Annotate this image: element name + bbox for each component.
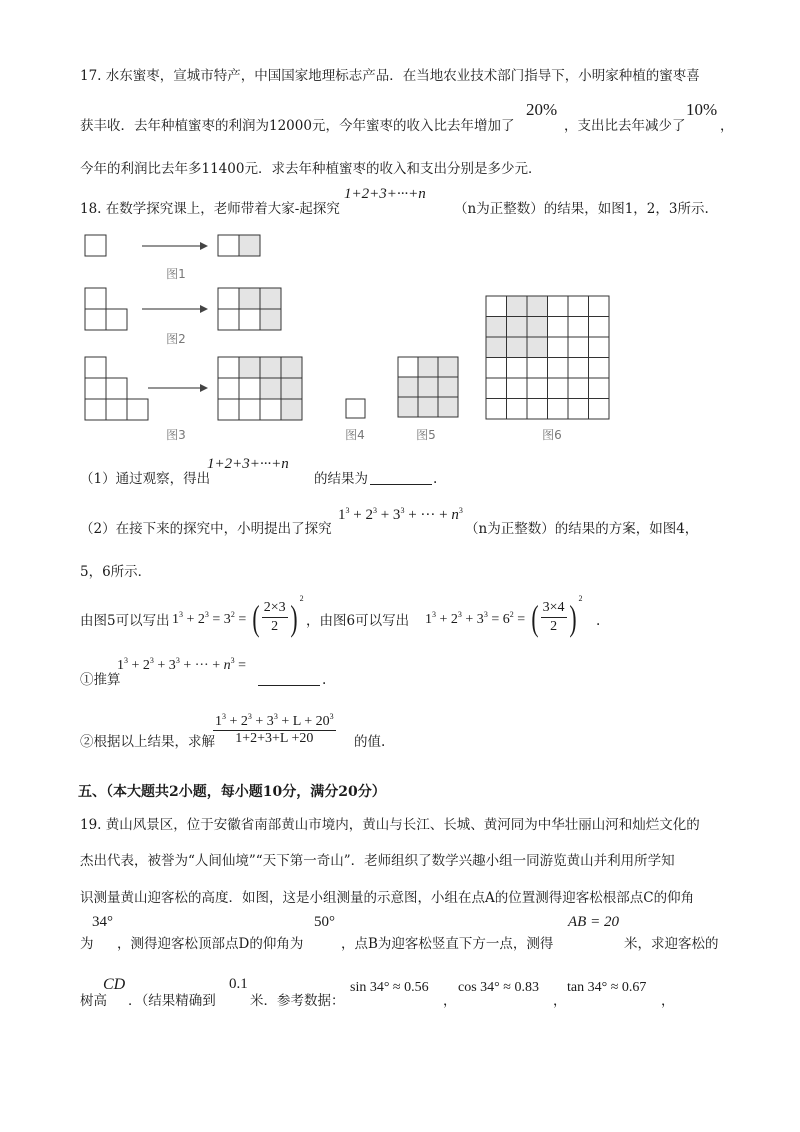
fig6-square — [486, 337, 507, 358]
fig3-result-square — [260, 357, 281, 378]
fig2-square — [85, 309, 106, 330]
fig2-square — [85, 288, 106, 309]
q19-angle-50: 50° — [314, 914, 335, 930]
q19-line4-d: 米，求迎客松的 — [624, 936, 719, 952]
q19-line5-b: ．（结果精确到 — [128, 993, 216, 1009]
fig3-result-square — [239, 399, 260, 420]
figures-1-to-6 — [80, 230, 612, 444]
q18-part2-b: （n为正整数）的结果的方案，如图4， — [465, 521, 699, 537]
q19-line3: 识测量黄山迎客松的高度．如图，这是小组测量的示意图，小组在点A的位置测得迎客松根部点C的仰角 — [80, 890, 695, 906]
q18-sub2-text: ②根据以上结果，求解 — [80, 734, 215, 750]
q18-fig6-text: ，由图6可以写出 — [306, 613, 410, 629]
fig5-square — [438, 357, 458, 377]
q19-sep-1: ， — [443, 993, 457, 1009]
q18-sub1-answer-blank[interactable] — [258, 671, 320, 686]
fig6-square — [548, 317, 569, 338]
fig2-result-square — [260, 309, 281, 330]
fig2-result-square — [239, 309, 260, 330]
fig6-square — [589, 337, 610, 358]
fig6-square — [486, 378, 507, 399]
section-5-heading: 五、（本大题共2小题，每小题10分，满分20分） — [78, 784, 386, 800]
fig5-square — [418, 377, 438, 397]
fig3-result-square — [281, 378, 302, 399]
q19-cd: CD — [103, 976, 126, 993]
figure-caption-4: 图4 — [345, 428, 365, 442]
q18-part2-a: （2）在接下来的探究中，小明提出了探究 — [80, 521, 332, 537]
fig6-square — [568, 337, 589, 358]
q19-line2: 杰出代表，被誉为“人间仙境”“天下第一奇山”．老师组织了数学兴趣小组一同游览黄山并利用所学知 — [80, 853, 675, 869]
fig6-square — [548, 358, 569, 379]
figure-caption-2: 图2 — [166, 332, 186, 346]
figure-caption-1: 图1 — [166, 267, 186, 281]
fig6-square — [568, 296, 589, 317]
fig6-square — [568, 358, 589, 379]
figure-caption-3: 图3 — [166, 428, 186, 442]
q18-sub2-numerator: $1^3 + 2^3 + 3^3 + L + 20^3$ — [215, 712, 334, 729]
fig3-result-square — [239, 357, 260, 378]
q19-line1: 19. 黄山风景区，位于安徽省南部黄山市境内，黄山与长江、长城、黄河同为中华壮丽山河和灿烂文化的 — [80, 817, 700, 833]
fig6-square — [589, 317, 610, 338]
fig6-square — [568, 378, 589, 399]
fig2-result-square — [260, 288, 281, 309]
q18-fig6-frac-num: 3×4 — [541, 599, 567, 618]
fig3-result-square — [218, 357, 239, 378]
fig6-square — [548, 399, 569, 420]
fig6-square — [548, 296, 569, 317]
q19-precision: 0.1 — [229, 976, 248, 992]
q19-sep-3: ， — [661, 993, 675, 1009]
fig2-square — [106, 309, 127, 330]
fig6-square — [527, 378, 548, 399]
q18-sub2-end: 的值. — [354, 734, 386, 750]
fig5-square — [398, 397, 418, 417]
fig5-square — [398, 357, 418, 377]
fig6-square — [486, 358, 507, 379]
q18-sub2-fraction — [213, 712, 336, 747]
q18-part1-b: 的结果为 — [314, 471, 368, 487]
q19-ref-tan: tan 34° ≈ 0.67 — [567, 980, 647, 995]
fig6-square — [507, 399, 528, 420]
q17-line2b: ，支出比去年减少了 — [564, 118, 686, 134]
fig3-result-square — [239, 378, 260, 399]
fig3-square — [127, 399, 148, 420]
q18-fig6-formula: $1^3 + 2^3 + 3^3 = 6^2$ = ( $\frac{3\times 4}{2}$ ) $^2$ — [425, 594, 583, 638]
fig3-square — [85, 378, 106, 399]
fig6-square — [507, 317, 528, 338]
q17-percent-2: 10% — [686, 100, 718, 119]
q18-fig5-formula: $1^3 + 2^3 = 3^2$ = ( $\frac{2\times 3}{2}$ ) $^2$ — [172, 594, 304, 638]
q17-line2a: 获丰收．去年种植蜜枣的利润为12000元，今年蜜枣的收入比去年增加了 — [80, 118, 515, 134]
fig3-result-square — [281, 399, 302, 420]
q17-line3: 今年的利润比去年多11400元．求去年种植蜜枣的收入和支出分别是多少元． — [80, 161, 542, 177]
figure-caption-6: 图6 — [542, 428, 562, 442]
fig2-result-square — [218, 288, 239, 309]
fig3-result-square — [260, 399, 281, 420]
fig6-square — [589, 378, 610, 399]
fig6-square — [486, 317, 507, 338]
fig6-square — [507, 337, 528, 358]
q18-intro-a: 18. 在数学探究课上，老师带着大家-起探究 — [80, 201, 340, 217]
fig6-square — [527, 337, 548, 358]
q18-intro-b: （n为正整数）的结果，如图1，2，3所示. — [454, 201, 709, 217]
q18-sub1-text: ①推算 — [80, 672, 121, 688]
fig3-square — [106, 399, 127, 420]
fig6-square — [507, 358, 528, 379]
q18-part1-answer-blank[interactable] — [370, 470, 432, 485]
fig2-result-square — [218, 309, 239, 330]
fig1-square — [85, 235, 106, 256]
fig6-square — [486, 399, 507, 420]
fig6-square — [548, 337, 569, 358]
fig6-square — [507, 378, 528, 399]
q18-fig5-frac-den: 2 — [271, 619, 279, 635]
q19-ref-cos: cos 34° ≈ 0.83 — [458, 980, 539, 995]
fig2-arrow-head — [200, 305, 208, 313]
q18-part1-a: （1）通过观察，得出 — [80, 471, 211, 487]
fig6-square — [527, 358, 548, 379]
q18-part1-sum-expression: 1+2+3+···+n — [207, 456, 289, 472]
fig6-square — [548, 378, 569, 399]
fig1-arrow-head — [200, 242, 208, 250]
figure-caption-5: 图5 — [416, 428, 436, 442]
q18-cube-sum-expression: $1^3 + 2^3 + 3^3$ + ··· + $n^3$ — [338, 506, 463, 523]
q18-sum-expression: 1+2+3+···+n — [344, 186, 426, 202]
fig5-square — [438, 397, 458, 417]
q18-part1-c: . — [433, 471, 438, 487]
q17-line2c: ， — [720, 118, 734, 134]
q19-angle-34: 34° — [92, 914, 113, 930]
fig3-result-square — [260, 378, 281, 399]
q17-percent-1: 20% — [526, 100, 558, 119]
fig3-square — [85, 357, 106, 378]
q18-sub1-end: . — [322, 672, 327, 688]
fig5-square — [398, 377, 418, 397]
q18-fig5-frac-num: 2×3 — [262, 599, 288, 618]
q19-line5-c: 米．参考数据： — [250, 993, 345, 1009]
fig5-square — [438, 377, 458, 397]
fig6-square — [527, 296, 548, 317]
q18-fig6-frac-den: 2 — [550, 619, 558, 635]
fig4-square — [346, 399, 365, 418]
q18-fig5-text: 由图5可以写出 — [80, 613, 170, 629]
fig1-result-square — [218, 235, 239, 256]
fig6-square — [589, 399, 610, 420]
q19-line4-a: 为 — [80, 936, 94, 952]
q18-fig6-end: . — [596, 613, 601, 629]
q19-ab-expression: AB = 20 — [568, 914, 619, 930]
fig3-square — [85, 399, 106, 420]
fig3-result-square — [218, 399, 239, 420]
fig6-square — [527, 399, 548, 420]
fig6-square — [486, 296, 507, 317]
fig6-square — [527, 317, 548, 338]
fig3-result-square — [281, 357, 302, 378]
fig6-square — [507, 296, 528, 317]
q19-line5-a: 树高 — [80, 993, 107, 1009]
fig1-result-square-shaded — [239, 235, 260, 256]
fig6-square — [589, 358, 610, 379]
fig6-square — [589, 296, 610, 317]
fig2-result-square — [239, 288, 260, 309]
q17-line1: 17. 水东蜜枣，宣城市特产，中国国家地理标志产品．在当地农业技术部门指导下，小明家种植的蜜枣喜 — [80, 68, 700, 84]
q19-ref-sin: sin 34° ≈ 0.56 — [350, 980, 429, 995]
q18-sub1-formula: $1^3 + 2^3 + 3^3$ + ··· + $n^3$ = — [117, 656, 246, 673]
fig3-arrow-head — [200, 384, 208, 392]
q18-part2-line2: 5，6所示． — [80, 564, 152, 580]
fig6-square — [568, 399, 589, 420]
fig3-result-square — [218, 378, 239, 399]
q18-sub2-denominator: 1+2+3+L +20 — [235, 731, 314, 746]
q19-sep-2: ， — [553, 993, 567, 1009]
q19-line4-b: ，测得迎客松顶部点D的仰角为 — [117, 936, 304, 952]
fig3-square — [106, 378, 127, 399]
q19-line4-c: ，点B为迎客松竖直下方一点，测得 — [341, 936, 554, 952]
fig5-square — [418, 397, 438, 417]
fig6-square — [568, 317, 589, 338]
fig5-square — [418, 357, 438, 377]
